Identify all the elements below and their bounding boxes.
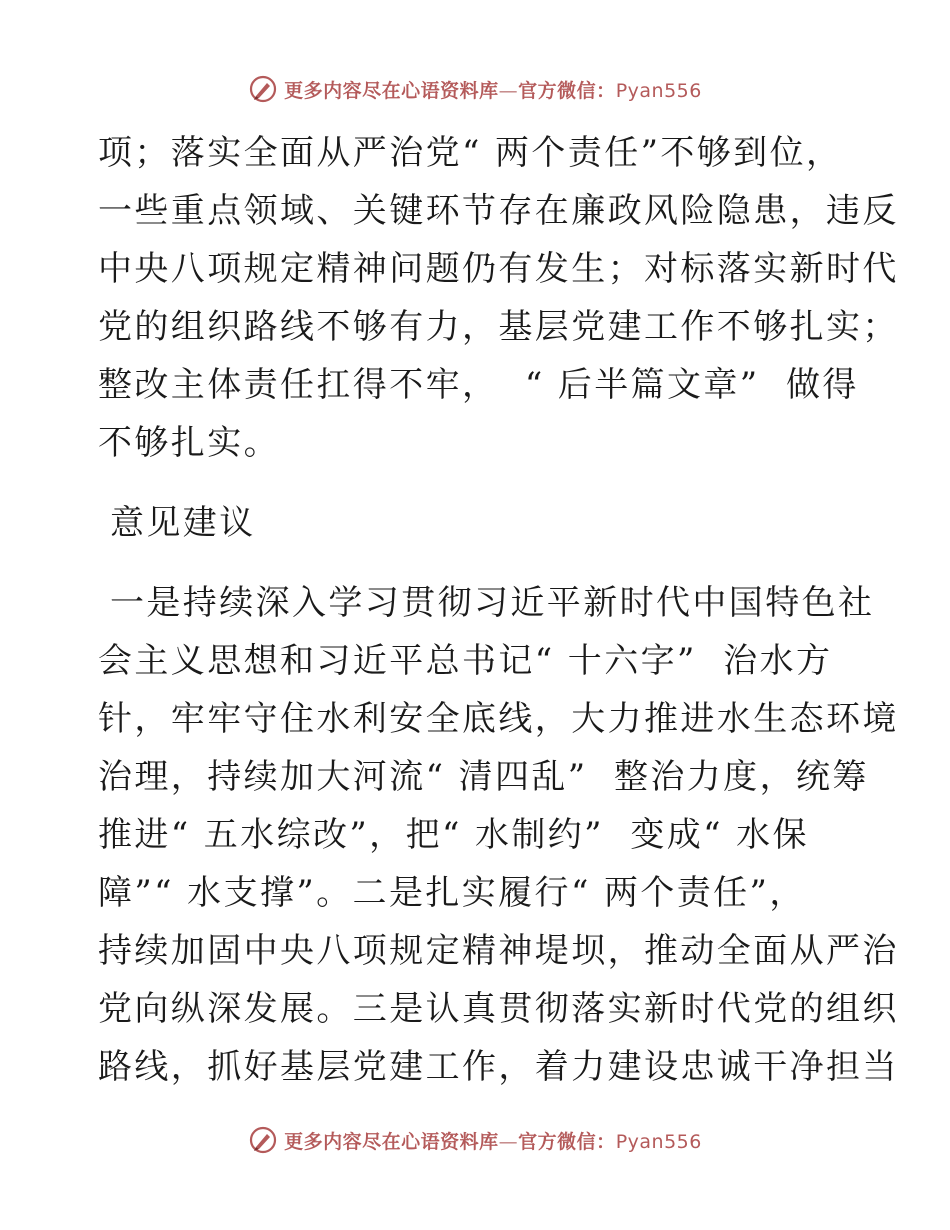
paragraph-1 (98, 124, 899, 472)
watermark-text (284, 76, 702, 103)
pen-logo-icon (248, 74, 278, 104)
text-line: 项；落实全面从严治党“ 两个责任”不够到位， (98, 133, 843, 173)
watermark-banner-top (0, 72, 950, 106)
paragraph-spacer (98, 552, 868, 574)
text-line: 不够扎实。 (98, 423, 280, 463)
watermark-wechat-label: 官方微信： (518, 1130, 616, 1153)
watermark-wechat-label: 官方微信： (518, 79, 616, 102)
text-line: 持续加固中央八项规定精神堤坝，推动全面从严治 (98, 931, 899, 971)
paragraph-2 (98, 574, 899, 1096)
text-line: 党的组织路线不够有力，基层党建工作不够扎实； (98, 307, 899, 347)
watermark-wechat-id: Pyan556 (615, 1130, 702, 1153)
watermark-text (284, 1127, 702, 1154)
text-line: 推进“ 五水综改”，把“ 水制约” 变成“ 水保 (98, 815, 809, 855)
text-line: 一些重点领域、关键环节存在廉政风险隐患，违反 (98, 191, 899, 231)
text-line: 中央八项规定精神问题仍有发生；对标落实新时代 (98, 249, 899, 289)
document-body (98, 124, 899, 1096)
text-line: 针，牢牢守住水利安全底线，大力推进水生态环境 (98, 699, 899, 739)
text-line: 整改主体责任扛得不牢， “ 后半篇文章” 做得 (98, 365, 859, 405)
text-line: 治理，持续加大河流“ 清四乱” 整治力度，统筹 (98, 757, 869, 797)
watermark-banner-bottom (0, 1123, 950, 1157)
watermark-library-name: 更多内容尽在心语资料库 (284, 79, 499, 102)
paragraph-spacer (98, 472, 868, 494)
text-line: 会主义思想和习近平总书记“ 十六字” 治水方 (98, 641, 833, 681)
pen-logo-icon (248, 1125, 278, 1155)
watermark-library-name: 更多内容尽在心语资料库 (284, 1130, 499, 1153)
section-heading: 意见建议 (110, 503, 256, 543)
text-line: 党向纵深发展。三是认真贯彻落实新时代党的组织 (98, 989, 899, 1029)
watermark-separator: — (498, 79, 519, 102)
watermark-wechat-id: Pyan556 (615, 79, 702, 102)
text-line: 路线，抓好基层党建工作，着力建设忠诚干净担当 (98, 1047, 899, 1087)
text-line: 障”“ 水支撑”。二是扎实履行“ 两个责任”， (98, 873, 806, 913)
watermark-separator: — (498, 1130, 519, 1153)
text-line: 一是持续深入学习贯彻习近平新时代中国特色社 (110, 583, 875, 623)
